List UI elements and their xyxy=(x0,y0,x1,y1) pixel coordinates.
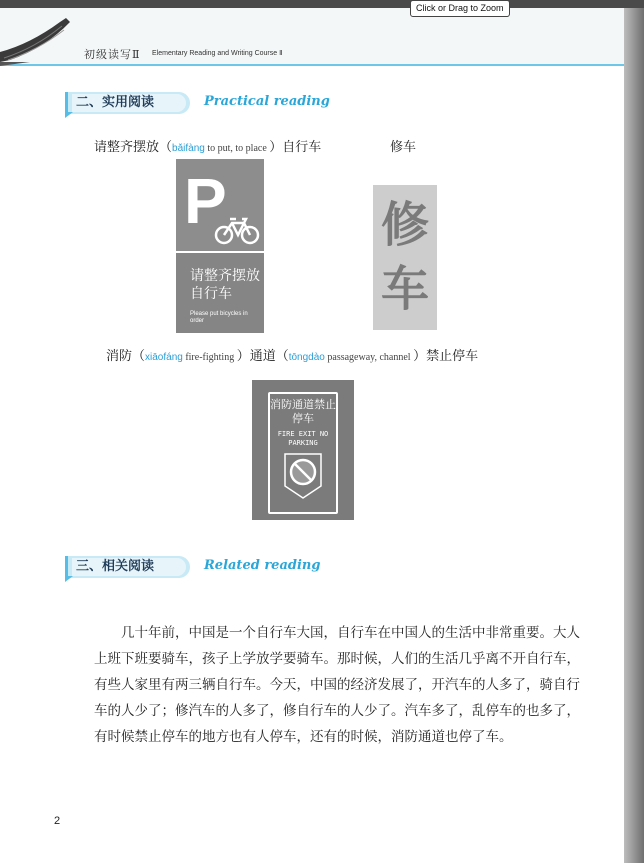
vocab-gloss: to put, to place xyxy=(204,143,270,154)
section-english-title: Practical reading xyxy=(204,94,330,109)
vocab-gloss: fire-fighting xyxy=(182,352,237,363)
vocab-word: 请整齐摆放（ xyxy=(94,140,173,155)
roof-decoration-icon xyxy=(0,14,90,66)
vocab-pinyin: bǎifàng xyxy=(172,143,205,154)
repair-sign-text: 修车 xyxy=(380,197,429,317)
page-header xyxy=(0,8,624,66)
bicycle-icon xyxy=(214,215,260,245)
vocab-gloss: passageway, channel xyxy=(324,352,414,363)
section-english-title: Related reading xyxy=(204,558,321,573)
fire-sign-cn: 消防通道禁止停车 xyxy=(270,398,336,425)
parking-p-letter: P xyxy=(184,165,227,237)
vocab-line-2 xyxy=(106,345,478,364)
page-number: 2 xyxy=(54,815,61,827)
fire-exit-sign-image xyxy=(252,380,354,520)
vocab-word: 消防（ xyxy=(106,349,146,364)
book-title-en: Elementary Reading and Writing Course Ⅱ xyxy=(152,50,283,57)
parking-sign-en: Please put bicycles in order xyxy=(190,311,248,324)
parking-sign-text-panel xyxy=(176,253,264,333)
reading-paragraph: 几十年前，中国是一个自行车大国，自行车在中国人的生活中非常重要。大人上班下班要骑车，孩子上学放学要骑车。那时候，人们的生活几乎离不开自行车，有些人家里有两三辆自行车。今天，中国的经济发展了，开汽车的人多了，骑自行车的人少了；修汽车的人多了，修自行车的人少了。汽车多了，乱停车的也多了，有时候禁止停车的地方也有人停车，还有的时候，消防通道也停了车。 xyxy=(94,624,580,745)
document-page[interactable] xyxy=(0,8,624,863)
fire-exit-board xyxy=(268,392,338,514)
repair-sign-image xyxy=(373,185,437,330)
vocab-word: ）禁止停车 xyxy=(413,349,479,364)
vocab-pinyin: tōngdào xyxy=(288,352,325,363)
page-shadow xyxy=(624,8,644,863)
section-tab-practical xyxy=(65,92,190,114)
fire-sign-en: FIRE EXIT NO PARKING xyxy=(277,430,329,447)
section-tab-related xyxy=(65,556,190,578)
vocab-word: ）自行车 xyxy=(269,140,322,155)
section-label: 二、实用阅读 xyxy=(72,94,186,112)
section-label: 三、相关阅读 xyxy=(72,558,186,576)
vocab-line-1 xyxy=(94,136,321,155)
book-title-cn: 初级读写Ⅱ xyxy=(84,48,141,61)
no-parking-icon xyxy=(283,452,323,500)
vocab-word: ）通道（ xyxy=(236,349,289,364)
vocab-word-repair: 修车 xyxy=(390,140,417,155)
parking-sign-image xyxy=(176,159,264,251)
parking-sign-cn: 请整齐摆放自行车 xyxy=(190,268,260,302)
vocab-pinyin: xiāofáng xyxy=(145,352,183,363)
zoom-hint-button[interactable]: Click or Drag to Zoom xyxy=(410,0,510,17)
